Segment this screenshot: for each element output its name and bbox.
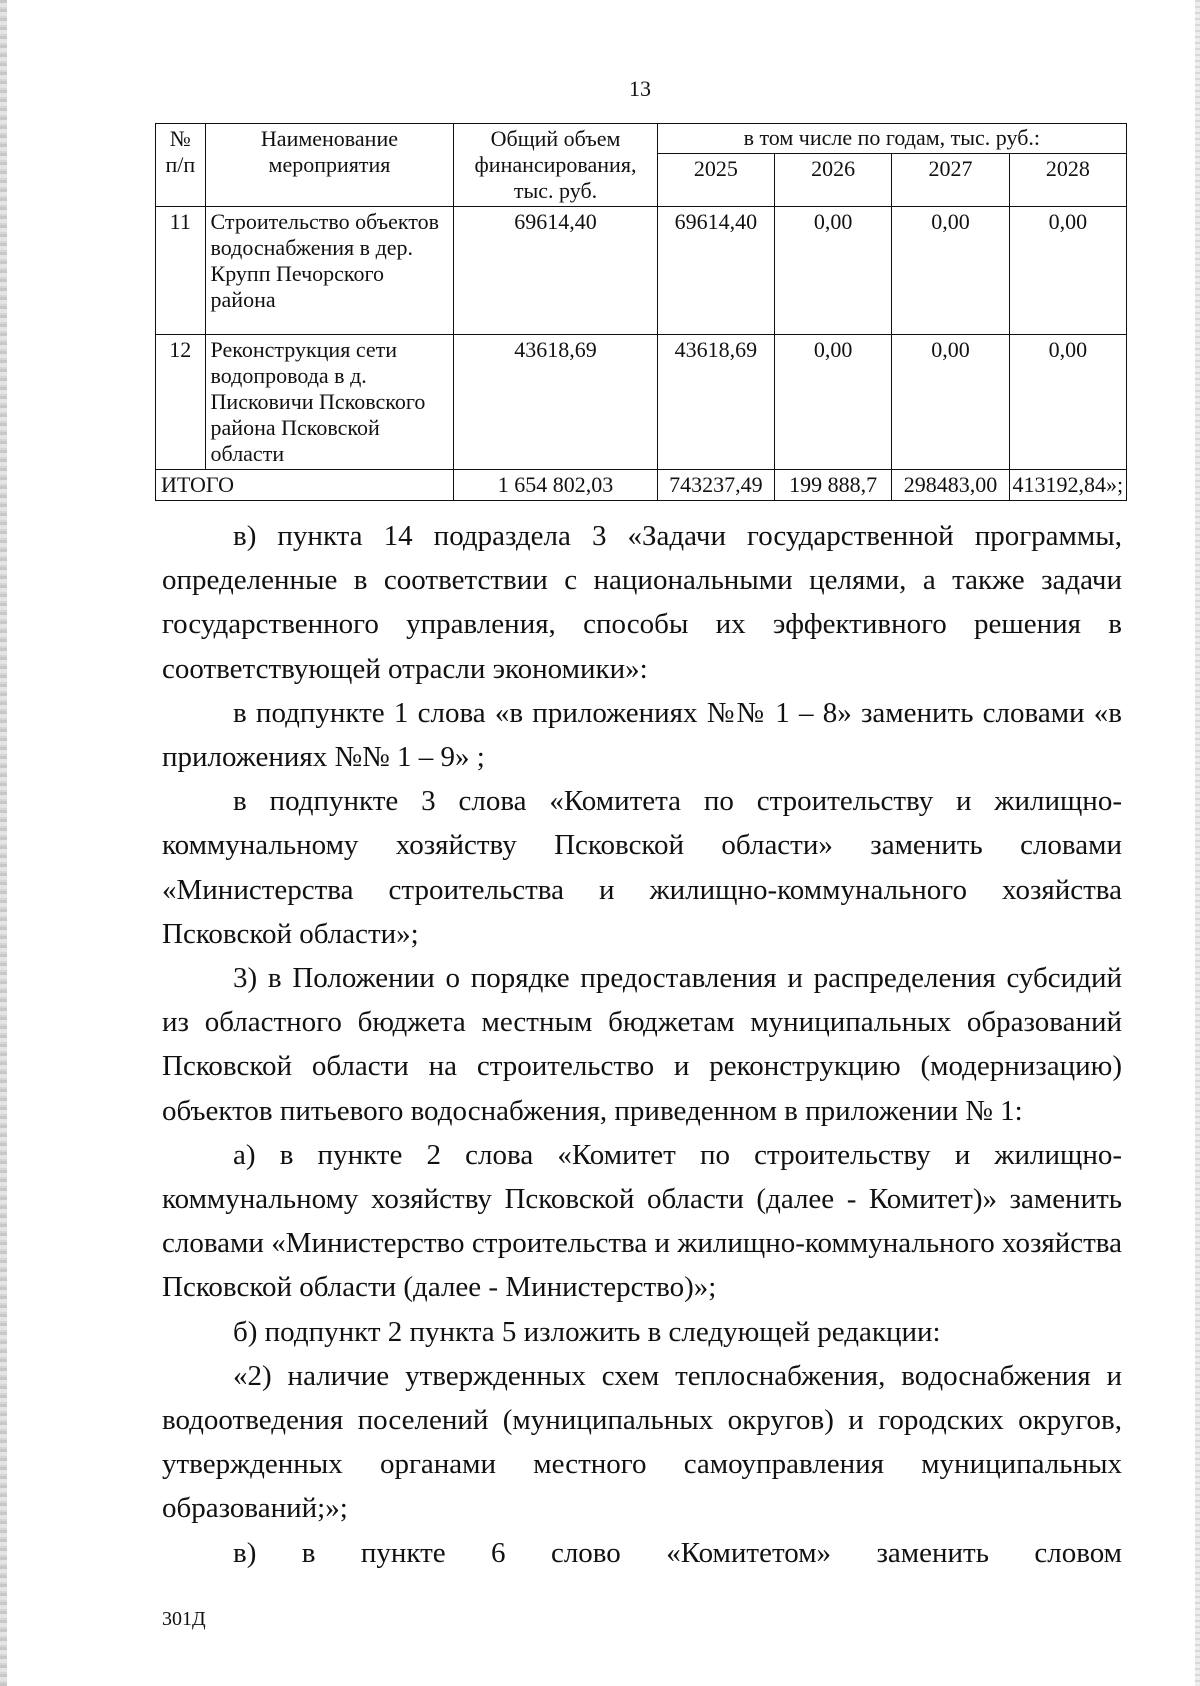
header-year-2026: 2026 xyxy=(774,154,891,207)
paragraph-point-6: в) в пункте 6 слово «Комитетом» заменить словом xyxy=(233,1536,1122,1569)
header-years-group: в том числе по годам, тыс. руб.: xyxy=(657,124,1126,154)
paragraph-task-14: в) пункта 14 подраздела 3 «Задачи государственной программы, определенные в соответствии с национальными целями, а также задачи государственного управления, способы их эффективного решения в соответствующей отрасли экономики»: xyxy=(162,520,1122,685)
paragraph-point-2: а) в пункте 2 слова «Комитет по строительству и жилищно-коммунальному хозяйству Псковской области (далее - Комитет)» заменить словами «Министерство строительства и жилищно-коммунального хозяйства Псковской области (далее - Министерство)»; xyxy=(162,1138,1122,1304)
table-total-row xyxy=(156,470,1127,501)
scan-edge-left xyxy=(0,0,7,1686)
financing-table xyxy=(155,123,1127,501)
paragraph-quote-2: «2) наличие утвержденных схем теплоснабжения, водоснабжения и водоотведения поселений (муниципальных округов) и городских округов, утвержденных органами местного самоуправления муниципальных образований;»; xyxy=(162,1359,1122,1525)
table-row xyxy=(156,207,1127,335)
paragraph-subpoint-1: в подпункте 1 слова «в приложениях №№ 1 – 8» заменить словами «в приложениях №№ 1 – 9» ; xyxy=(162,696,1122,774)
row-name: Реконструкция сети водопровода в д. Писковичи Псковского района Псковской области xyxy=(205,335,454,470)
total-2028: 413192,84»; xyxy=(1009,470,1126,501)
row-total: 43618,69 xyxy=(454,335,657,470)
row-value-2027: 0,00 xyxy=(892,335,1009,470)
paragraph-regulation-3: 3) в Положении о порядке предоставления и распределения субсидий из областного бюджета местным бюджетам муниципальных образований Псковской области на строительство и реконструкцию (модернизацию) объектов питьевого водоснабжения, приведенном в приложении № 1: xyxy=(162,962,1122,1127)
row-value-2028: 0,00 xyxy=(1009,335,1126,470)
row-value-2028: 0,00 xyxy=(1009,207,1126,335)
row-total: 69614,40 xyxy=(454,207,657,335)
body-text xyxy=(162,514,1122,1575)
page-number: 13 xyxy=(629,76,651,101)
header-year-2028: 2028 xyxy=(1009,154,1126,207)
row-value-2025: 43618,69 xyxy=(657,335,774,470)
document-code: 301Д xyxy=(162,1608,206,1630)
row-value-2026: 0,00 xyxy=(774,335,891,470)
header-total: Общий объем финансирования, тыс. руб. xyxy=(454,124,657,207)
total-2027: 298483,00 xyxy=(892,470,1009,501)
header-num: № п/п xyxy=(156,124,206,207)
table-header-row xyxy=(156,124,1127,154)
total-2025: 743237,49 xyxy=(657,470,774,501)
header-name: Наименование мероприятия xyxy=(205,124,454,207)
paragraph-subpoint-3: в подпункте 3 слова «Комитета по строительству и жилищно-коммунальному хозяйству Псковской области» заменить словами «Министерства строительства и жилищно-коммунального хозяйства Псковской области»; xyxy=(162,785,1122,950)
row-value-2027: 0,00 xyxy=(892,207,1009,335)
row-value-2025: 69614,40 xyxy=(657,207,774,335)
scan-edge-right xyxy=(1195,0,1200,1686)
total-2026: 199 888,7 xyxy=(774,470,891,501)
total-label: ИТОГО xyxy=(156,470,454,501)
row-value-2026: 0,00 xyxy=(774,207,891,335)
row-name: Строительство объектов водоснабжения в дер. Крупп Печорского района xyxy=(205,207,454,335)
paragraph-point-5: б) подпункт 2 пункта 5 изложить в следующей редакции: xyxy=(233,1315,941,1348)
total-sum: 1 654 802,03 xyxy=(454,470,657,501)
row-num: 12 xyxy=(156,335,206,470)
row-num: 11 xyxy=(156,207,206,335)
header-year-2025: 2025 xyxy=(657,154,774,207)
table-row xyxy=(156,335,1127,470)
header-year-2027: 2027 xyxy=(892,154,1009,207)
